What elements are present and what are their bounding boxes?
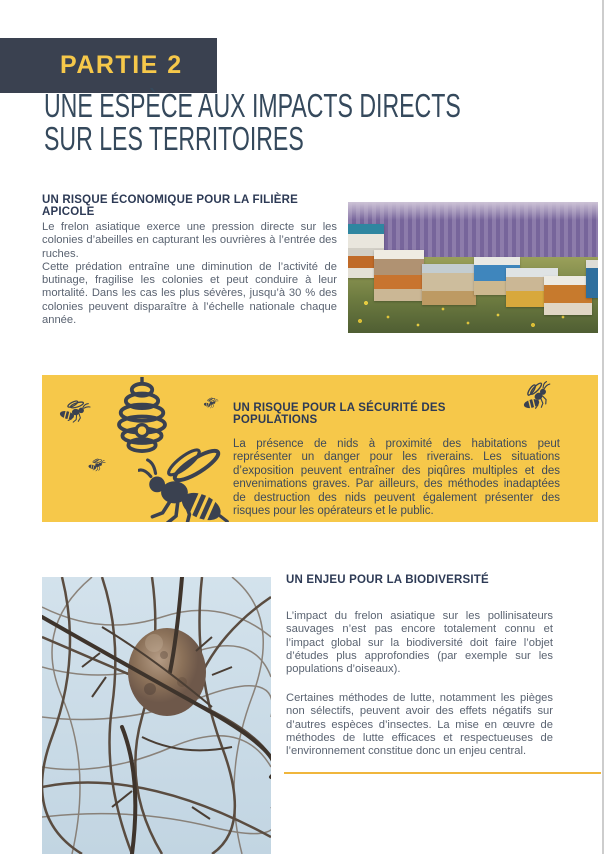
- page-title-line-1: UNE ESPÈCE AUX IMPACTS DIRECTS: [44, 87, 461, 124]
- beehive-box: [374, 250, 424, 301]
- wasp-icon: [86, 458, 110, 473]
- page-title-line-2: SUR LES TERRITOIRES: [44, 120, 304, 157]
- securite-body: La présence de nids à proximité des habitations peut représenter un danger pour les riverains. Les situations d’exposition peuvent entraîner des piqûres multiples et des envenimations graves. Par ailleurs, des méthodes inadaptées de destruction des nids peuvent également présenter des risques pour les opérateurs et le public.: [233, 437, 560, 518]
- page-title: [44, 89, 610, 155]
- biodiversite-para-2: Certaines méthodes de lutte, notamment les pièges non sélectifs, peuvent avoir des effets négatifs sur d’autres espèces d’insectes. La mise en œuvre de méthodes de lutte efficaces et respectueuses de l’environnement constitue donc un enjeu central.: [286, 692, 553, 758]
- beehive-box: [586, 260, 598, 298]
- wasp-icon: [56, 399, 98, 426]
- heading-risque-economique: UN RISQUE ÉCONOMIQUE POUR LA FILIÈRE APICOLE: [42, 194, 298, 218]
- heading-biodiversite: UN ENJEU POUR LA BIODIVERSITÉ: [286, 574, 489, 586]
- photo-hornet-nest: [42, 577, 271, 854]
- wasp-icon: [202, 397, 222, 410]
- hornet-nest-illustration: [42, 577, 271, 854]
- callout-securite: [42, 375, 598, 522]
- page-edge-line: [602, 0, 604, 854]
- photo-beehives-lavender: [348, 202, 598, 333]
- lavender-haze: [348, 202, 598, 220]
- beehive-box: [422, 264, 476, 305]
- paragraph: Cette prédation entraîne une diminution de l’activité de butinage, fragilise les colonies et peut conduire à leur mortalité. Dans les cas les plus sévères, jusqu’à 30 % des colonies peuvent disparaître à l’échelle nationale chaque année.: [42, 260, 337, 327]
- divider-rule: [284, 772, 601, 774]
- beehive-box: [544, 276, 592, 315]
- apicole-body: [42, 221, 337, 327]
- heading-securite-populations: UN RISQUE POUR LA SÉCURITÉ DES POPULATIONS: [233, 402, 446, 426]
- part-label: PARTIE 2: [60, 51, 183, 79]
- part-banner: [0, 38, 217, 93]
- hornet-icon: [138, 445, 233, 522]
- biodiversite-para-1: L’impact du frelon asiatique sur les pollinisateurs sauvages n’est pas encore totalement connu et l’impact global sur la biodiversité doit faire l’objet d’études plus approfondies (par exemple sur les populations d’oiseaux).: [286, 610, 553, 676]
- paragraph: Le frelon asiatique exerce une pression directe sur les colonies d’abeilles en capturant les ouvrières à l’entrée des ruches.: [42, 221, 337, 260]
